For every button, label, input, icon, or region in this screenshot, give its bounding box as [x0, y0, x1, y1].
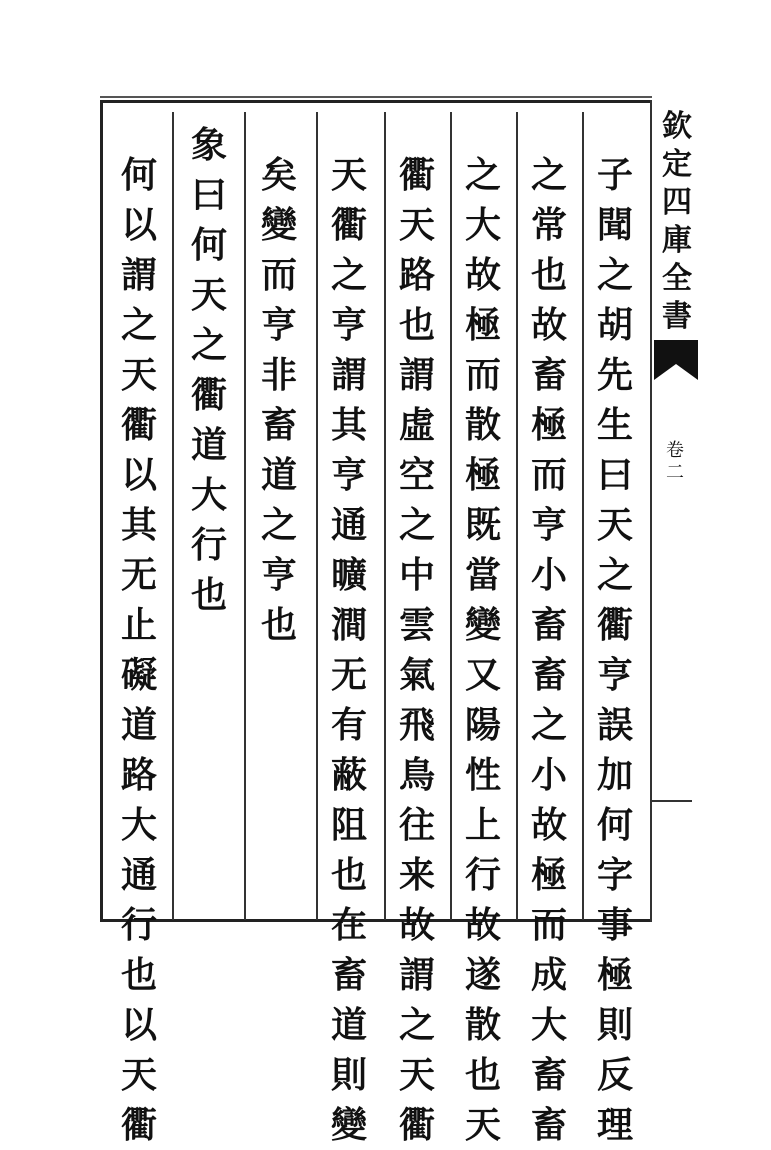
column-rule [516, 112, 518, 920]
text-column-5: 天 衢 之 亨 謂 其 亨 通 曠 澗 无 有 蔽 阻 也 在 畜 道 則 變 [330, 154, 367, 1146]
margin-book-title: 欽 定 四 庫 全 書 [662, 109, 692, 334]
column-rule [316, 112, 318, 920]
margin-bottom-rule [652, 800, 692, 802]
column-rule [450, 112, 452, 920]
margin-divider [650, 100, 652, 922]
column-rule [582, 112, 584, 920]
column-rule [384, 112, 386, 920]
text-column-2: 之 常 也 故 畜 極 而 亨 小 畜 畜 之 小 故 極 而 成 大 畜 畜 [530, 154, 567, 1146]
text-column-4: 衢 天 路 也 謂 虛 空 之 中 雲 氣 飛 鳥 往 来 故 謂 之 天 衢 [398, 154, 435, 1146]
fishtail-mark [654, 340, 698, 380]
column-rule [244, 112, 246, 920]
text-column-7: 象 曰 何 天 之 衢 道 大 行 也 [190, 124, 227, 616]
text-column-6: 矣 變 而 亨 非 畜 道 之 亨 也 [260, 154, 297, 646]
text-column-1: 子 聞 之 胡 先 生 曰 天 之 衢 亨 誤 加 何 字 事 極 則 反 理 [596, 154, 633, 1146]
column-rule [172, 112, 174, 920]
text-column-8: 何 以 謂 之 天 衢 以 其 无 止 礙 道 路 大 通 行 也 以 天 衢 [120, 154, 157, 1146]
top-border-line [100, 96, 652, 98]
margin-juan-label: 卷 二 [666, 440, 684, 483]
text-column-3: 之 大 故 極 而 散 極 既 當 變 又 陽 性 上 行 故 遂 散 也 天 [464, 154, 501, 1146]
